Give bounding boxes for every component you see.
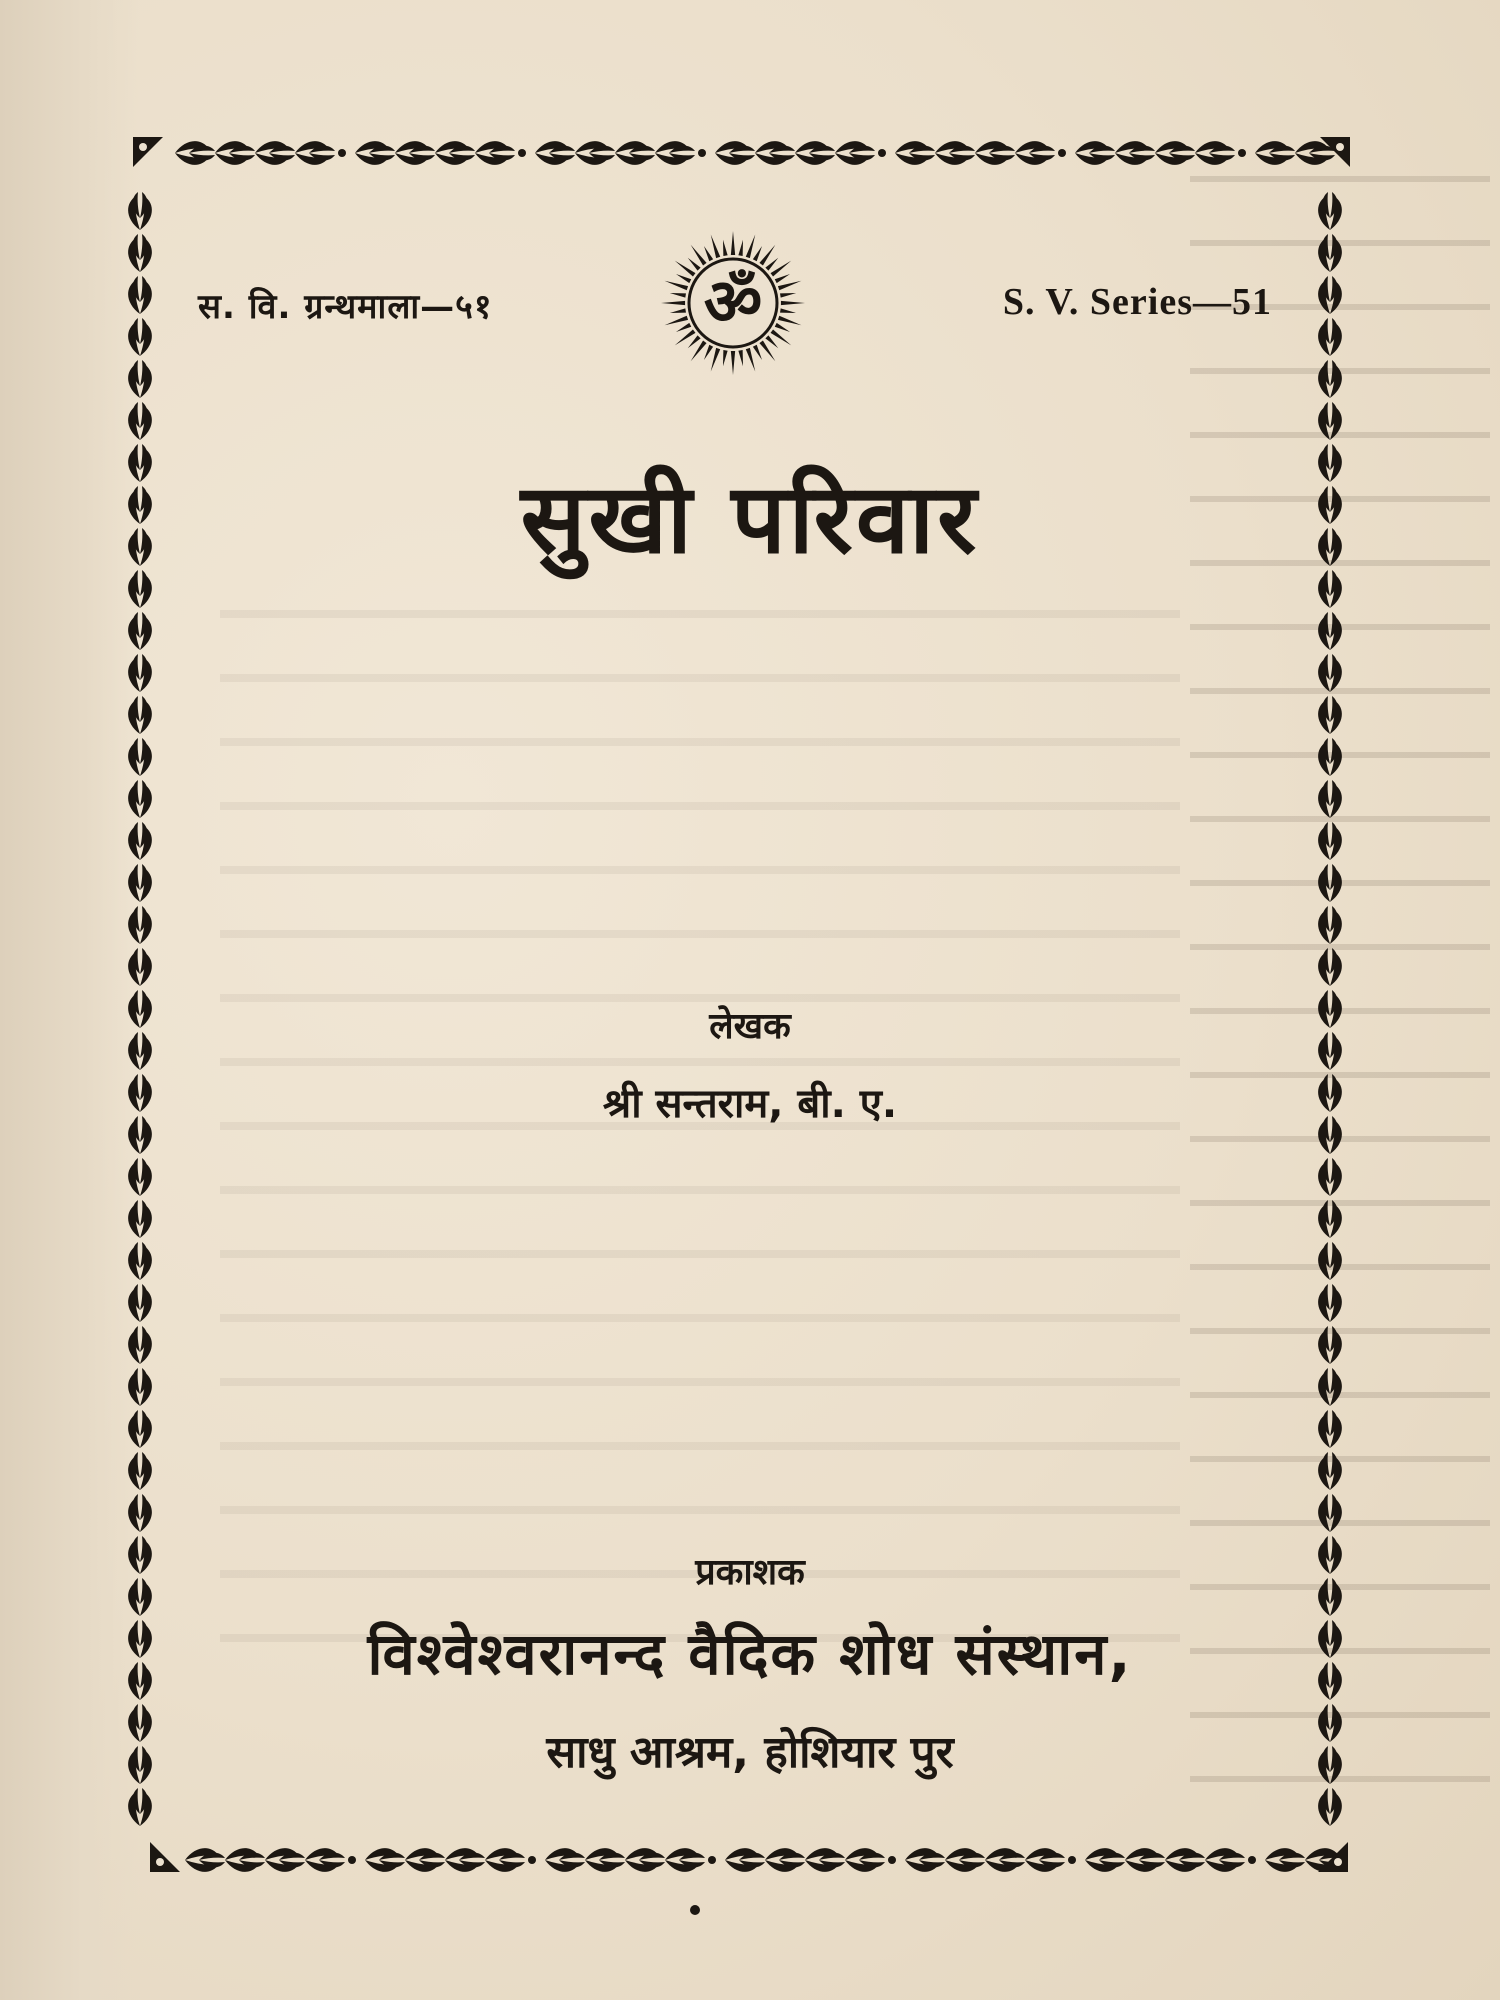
publisher-name: विश्वेश्वरानन्द वैदिक शोध संस्थान,: [367, 1620, 1133, 1688]
publisher-label: प्रकाशक: [695, 1552, 805, 1593]
author-label: लेखक: [709, 1006, 791, 1047]
author-name: श्री सन्तराम, बी. ए.: [602, 1081, 898, 1127]
border-top: [175, 141, 1335, 165]
border-left: [128, 192, 152, 1826]
series-label-hindi: स. वि. ग्रन्थमाला—५१: [198, 287, 493, 327]
border-right: [1318, 192, 1342, 1826]
border-bottom: [185, 1848, 1345, 1872]
om-glyph: ॐ: [703, 266, 763, 340]
om-sun-icon: [648, 228, 818, 378]
ink-dot: [690, 1905, 700, 1915]
publisher-address: साधु आश्रम, होशियार पुर: [546, 1727, 954, 1778]
book-title: सुखी परिवार: [520, 463, 980, 575]
series-label-english: S. V. Series—51: [1002, 281, 1272, 323]
